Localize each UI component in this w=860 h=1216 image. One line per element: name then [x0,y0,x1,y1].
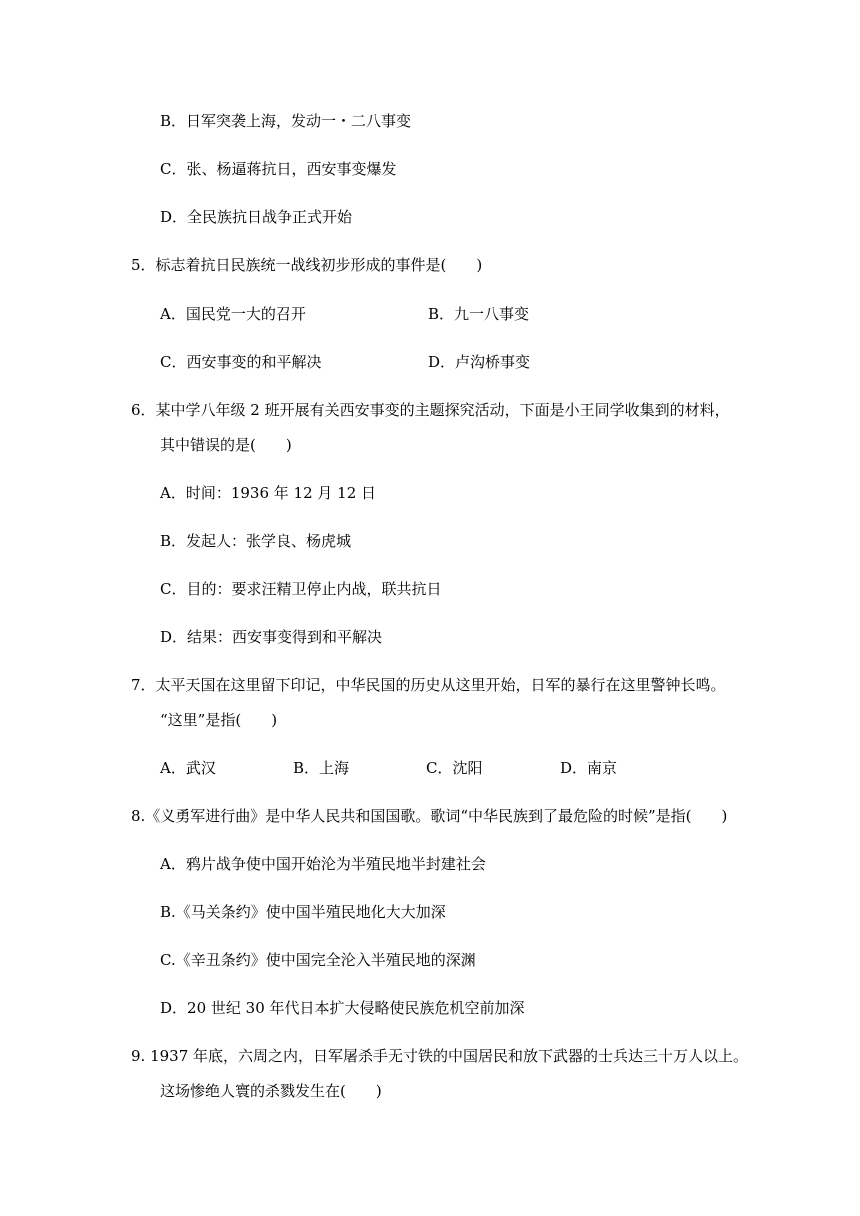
q8-option-b: B.《马关条约》使中国半殖民地化大大加深 [160,903,446,921]
q9-stem-line2: 这场惨绝人寰的杀戮发生在( ) [160,1082,382,1100]
q6-stem-line2: 其中错误的是( ) [160,436,292,454]
q8-option-c: C.《辛丑条约》使中国完全沦入半殖民地的深渊 [160,951,476,969]
q8-option-d: D．20 世纪 30 年代日本扩大侵略使民族危机空前加深 [160,999,525,1017]
q4-option-b: B．日军突袭上海，发动一・二八事变 [160,112,412,130]
q8-stem: 8.《义勇军进行曲》是中华人民共和国国歌。歌词“中华民族到了最危险的时候”是指( ) [131,807,728,825]
q6-option-d: D．结果：西安事变得到和平解决 [160,628,383,646]
q5-option-b: B．九一八事变 [428,305,530,323]
q7-option-b: B．上海 [293,759,350,777]
q7-stem-line2: “这里”是指( ) [160,711,278,729]
q5-option-a: A．国民党一大的召开 [160,305,306,323]
q7-stem-line1: 7．太平天国在这里留下印记，中华民国的历史从这里开始，日军的暴行在这里警钟长鸣。 [131,676,726,694]
q8-option-a: A．鸦片战争使中国开始沦为半殖民地半封建社会 [160,855,486,873]
q5-option-d: D．卢沟桥事变 [428,353,531,371]
q4-option-c: C．张、杨逼蒋抗日，西安事变爆发 [160,160,397,178]
q6-stem-line1: 6．某中学八年级 2 班开展有关西安事变的主题探究活动，下面是小王同学收集到的材料， [131,401,730,419]
q7-option-d: D．南京 [560,759,618,777]
q7-option-a: A．武汉 [160,759,216,777]
q6-option-a: A．时间：1936 年 12 月 12 日 [160,484,377,502]
q9-stem-line1: 9. 1937 年底，六周之内，日军屠杀手无寸铁的中国居民和放下武器的士兵达三十万人以上。 [131,1047,749,1065]
q6-option-c: C．目的：要求汪精卫停止内战，联共抗日 [160,580,442,598]
q5-option-c: C．西安事变的和平解决 [160,353,322,371]
q7-option-c: C．沈阳 [426,759,483,777]
q5-stem: 5．标志着抗日民族统一战线初步形成的事件是( ) [131,256,483,274]
q4-option-d: D．全民族抗日战争正式开始 [160,208,353,226]
q6-option-b: B．发起人：张学良、杨虎城 [160,532,352,550]
